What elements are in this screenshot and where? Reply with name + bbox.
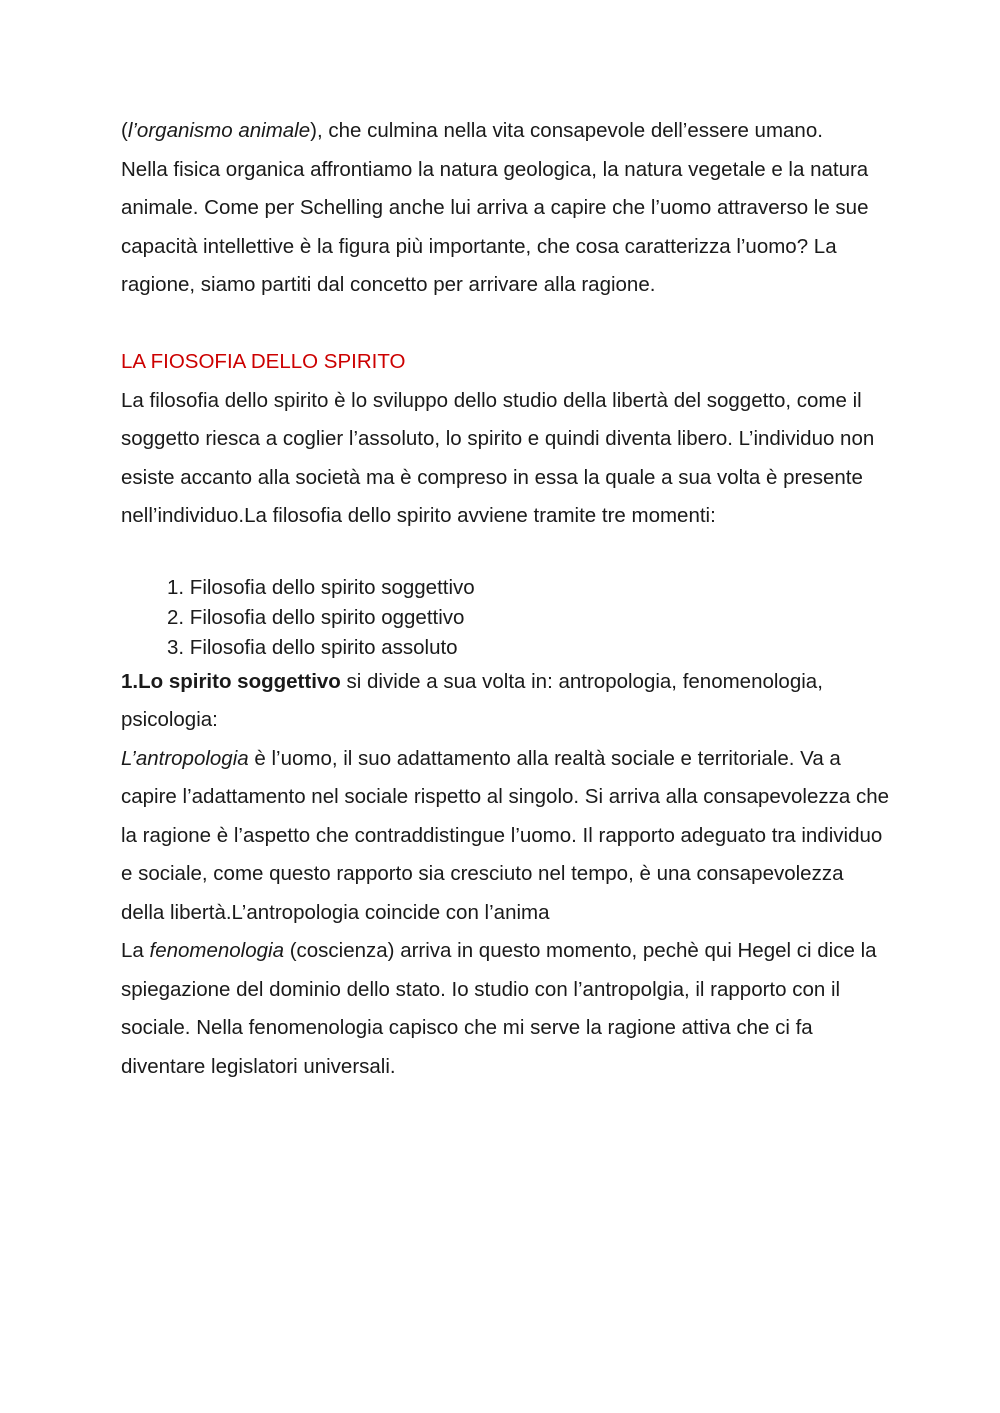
section-body: La filosofia dello spirito è lo sviluppo dello studio della libertà del soggetto, come il soggetto riesca a coglier l’assoluto, lo spirito e quindi diventa libero. L’individuo non esiste accanto alla società ma è compreso in essa la quale a sua volta è presente nell’individuo.La filosofia dello spirito avviene tramite tre momenti:: [121, 388, 875, 527]
fenomenologia-paragraph: [121, 932, 891, 1086]
fenomenologia-term: fenomenologia: [149, 939, 284, 962]
list-item: 2. Filosofia dello spirito oggettivo: [167, 605, 465, 629]
moments-list: [121, 573, 891, 663]
document-page: [121, 112, 891, 1086]
intro-italic-term: l’organismo animale: [127, 119, 311, 142]
list-spacer: [121, 536, 891, 573]
antropologia-term: L’antropologia: [121, 746, 249, 770]
section-heading: LA FIOSOFIA DELLO SPIRITO: [121, 350, 406, 373]
soggettivo-bold-lead: 1.Lo spirito soggettivo: [121, 669, 341, 693]
intro-open-paren: (: [121, 119, 128, 142]
intro-paragraph: [121, 112, 891, 151]
soggettivo-intro: [121, 663, 891, 740]
physics-paragraph: Nella fisica organica affrontiamo la natura geologica, la natura vegetale e la natura animale. Come per Schelling anche lui arriva a capire che l’uomo attraverso le sue capacità intellettive è la figura più importante, che cosa caratterizza l’uomo? La ragione, siamo partiti dal concetto per arrivare alla ragione.: [121, 157, 869, 296]
antropologia-text: è l’uomo, il suo adattamento alla realtà sociale e territoriale. Va a capire l’adattamento nel sociale rispetto al singolo. Si arriva alla consapevolezza che la ragione è l’aspetto che contraddistingue l’uomo. Il rapporto adeguato tra individuo e sociale, come questo rapporto sia cresciuto nel tempo, è una consapevolezza della libertà.L’antropologia coincide con l’anima: [121, 746, 890, 924]
soggettivo-lead-text: si divide a sua volta in: antropologia, fenomenologia, psicologia:: [121, 669, 823, 731]
fenomenologia-text: (coscienza) arriva in questo momento, pechè qui Hegel ci dice la spiegazione del dominio dello stato. Io studio con l’antropolgia, il rapporto con il sociale. Nella fenomenologia capisco che mi serve la ragione attiva che ci fa diventare legislatori universali.: [121, 939, 877, 1078]
paragraph-spacer: [121, 305, 891, 344]
antropologia-paragraph: [121, 740, 891, 933]
list-item: 3. Filosofia dello spirito assoluto: [167, 635, 458, 659]
fenomenologia-pre: La: [121, 939, 150, 962]
list-item: 1. Filosofia dello spirito soggettivo: [167, 575, 475, 599]
intro-text: ), che culmina nella vita consapevole dell’essere umano.: [310, 119, 823, 142]
